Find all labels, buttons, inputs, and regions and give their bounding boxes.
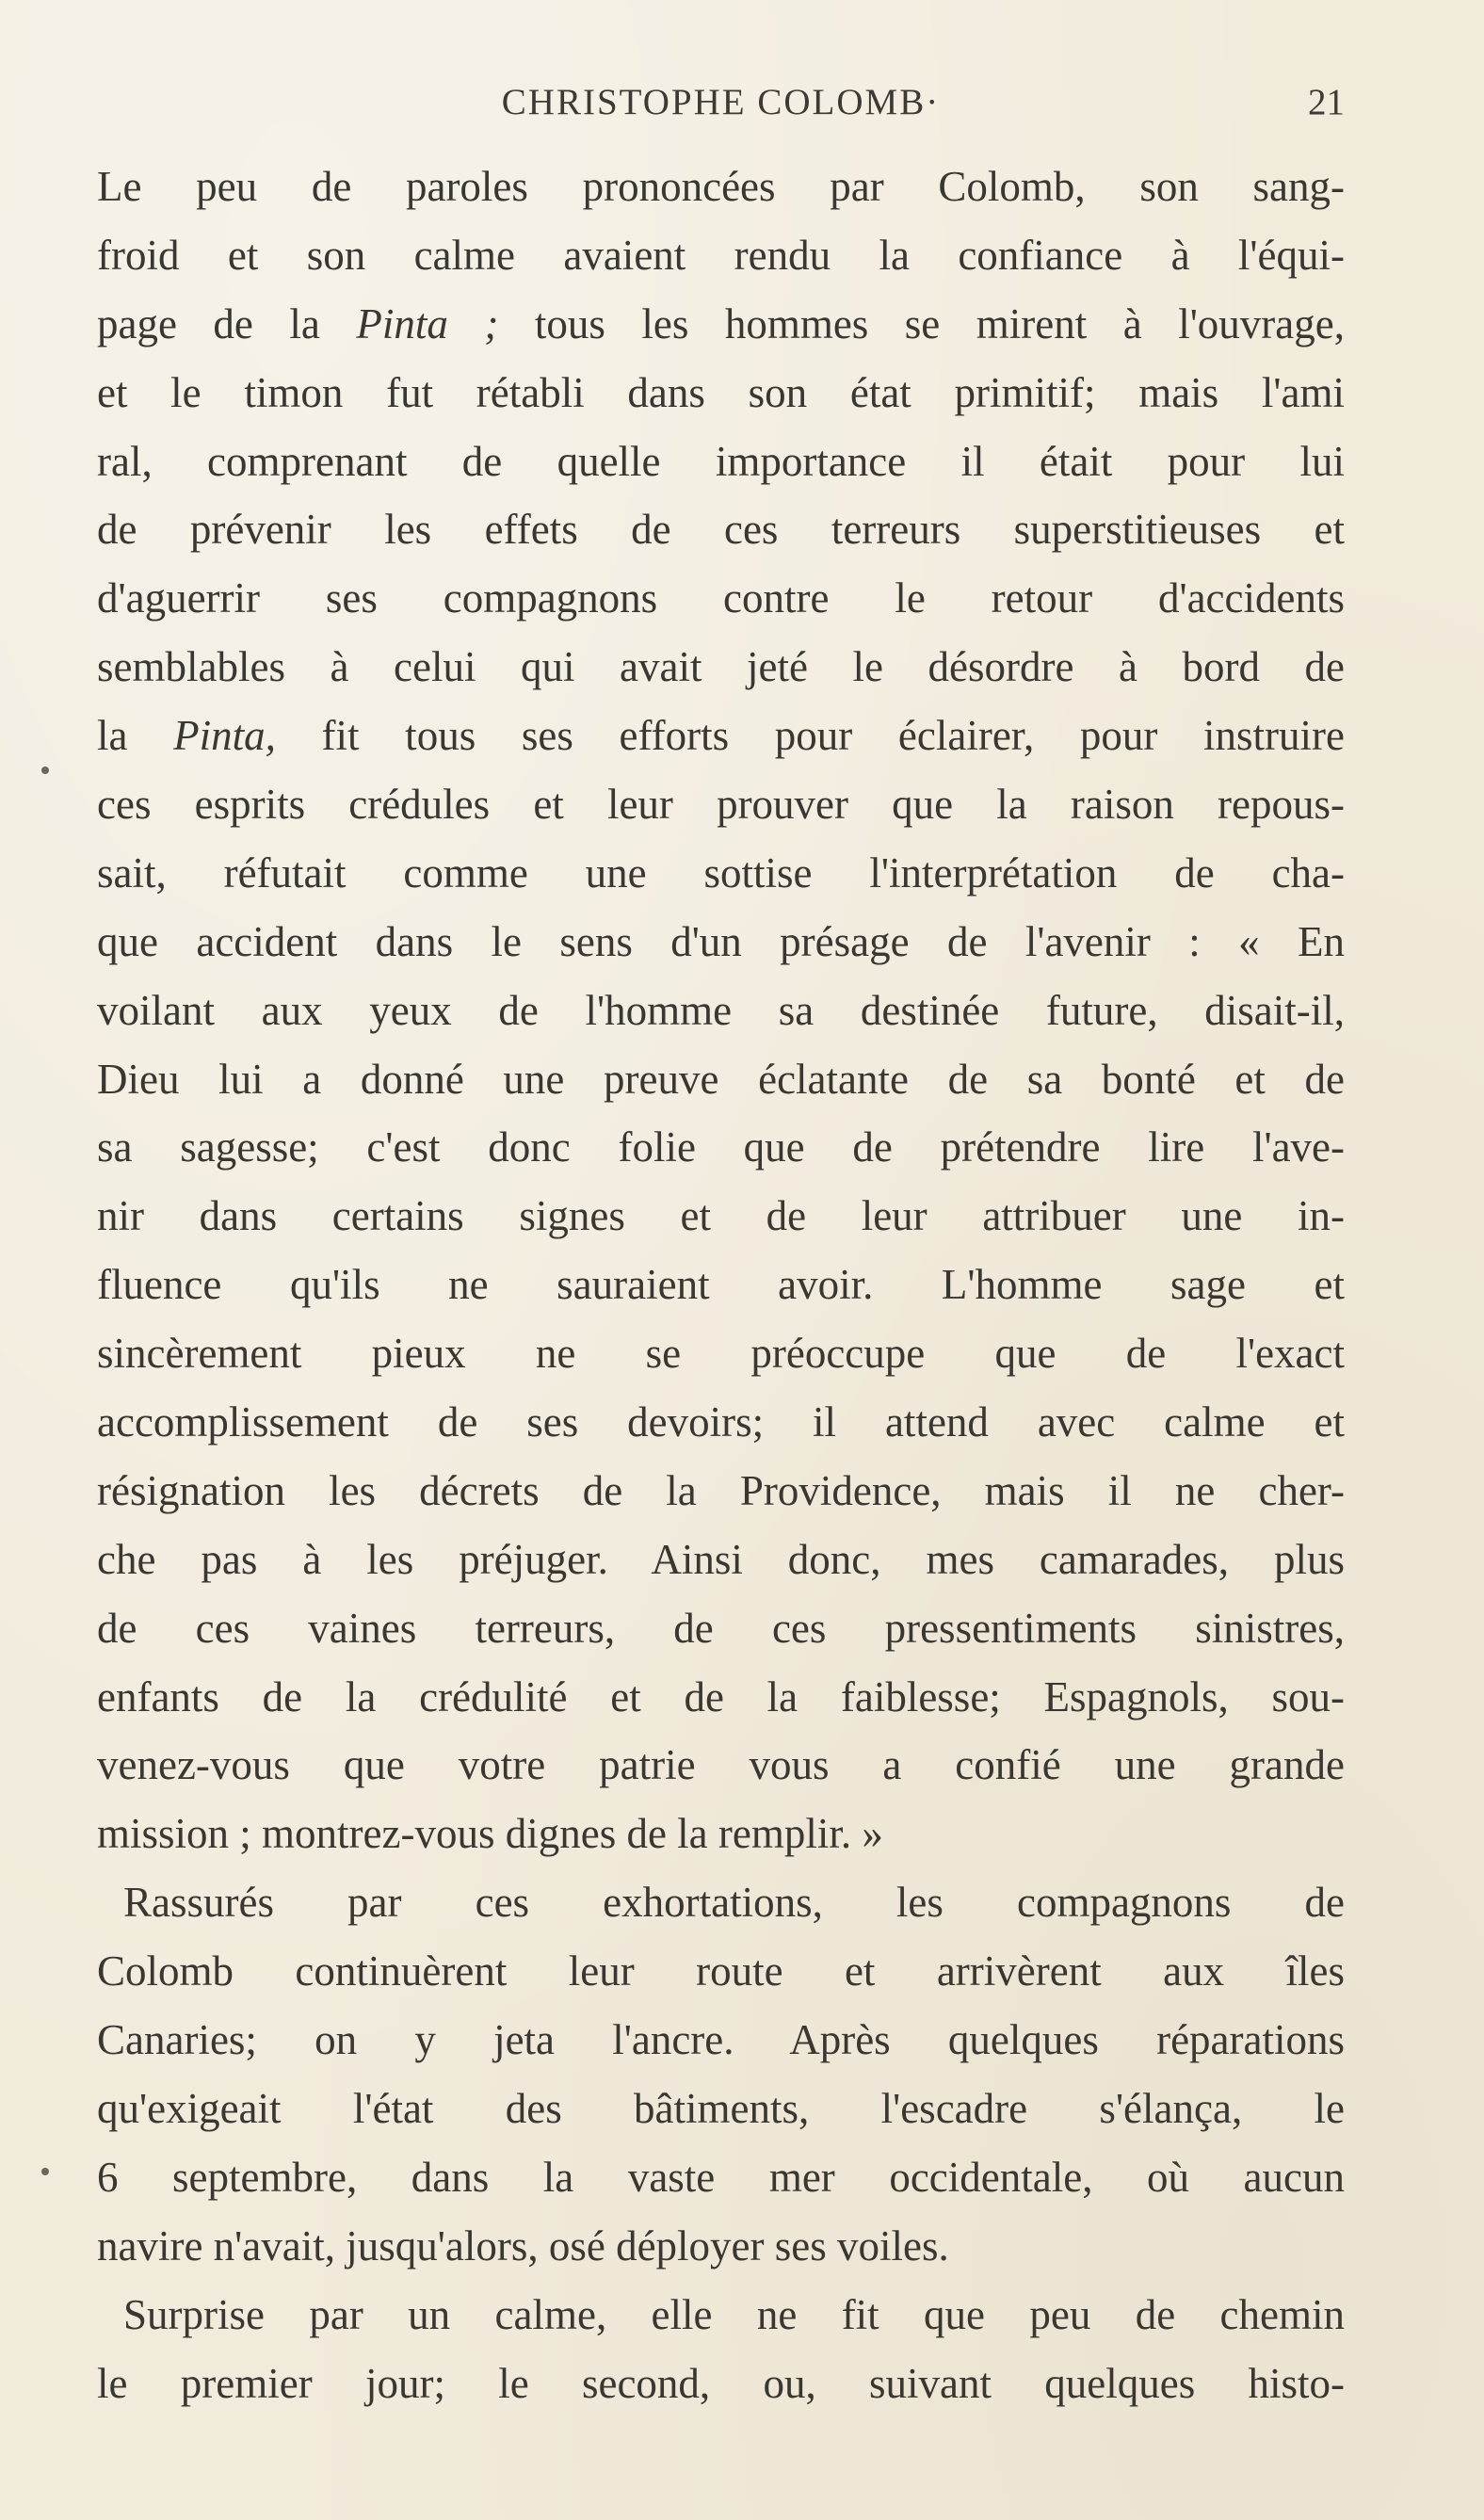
text-line: enfants de la crédulité et de la faiblesse; Espagnols, sou- <box>97 1672 1345 1720</box>
text-run: page de la <box>97 299 357 347</box>
text-line <box>97 702 1345 770</box>
text-line: accomplissement de ses devoirs; il attend avec calme et <box>97 1398 1345 1446</box>
text-line: ral, comprenant de quelle importance il était pour lui <box>97 437 1345 485</box>
text-line: Colomb continuèrent leur route et arrivèrent aux îles <box>97 1947 1345 1995</box>
body-text <box>97 153 1345 2417</box>
text-line: d'aguerrir ses compagnons contre le retour d'accidents <box>97 574 1345 622</box>
ink-speck <box>41 2168 49 2175</box>
text-line: Canaries; on y jeta l'ancre. Après quelques réparations <box>97 2016 1345 2064</box>
text-line: résignation les décrets de la Providence, mais il ne cher- <box>97 1466 1345 1514</box>
page-number: 21 <box>1308 82 1345 122</box>
text-line: semblables à celui qui avait jeté le désordre à bord de <box>97 643 1345 691</box>
text-line: sa sagesse; c'est donc folie que de prétendre lire l'ave- <box>97 1123 1345 1171</box>
text-line: voilant aux yeux de l'homme sa destinée future, disait-il, <box>97 986 1345 1034</box>
text-line: le premier jour; le second, ou, suivant quelques histo- <box>97 2359 1345 2407</box>
text-line: sait, réfutait comme une sottise l'interprétation de cha- <box>97 848 1345 897</box>
text-line: fluence qu'ils ne sauraient avoir. L'homme sage et <box>97 1261 1345 1309</box>
text-line: mission ; montrez-vous dignes de la remplir. » <box>97 1810 883 1858</box>
text-line: Rassurés par ces exhortations, les compagnons de <box>123 1879 1345 1927</box>
text-line <box>97 290 1345 359</box>
text-line: sincèrement pieux ne se préoccupe que de l'exact <box>97 1330 1345 1378</box>
text-line: nir dans certains signes et de leur attribuer une in- <box>97 1192 1345 1240</box>
text-run: fit tous ses efforts pour éclairer, pour instruire <box>275 712 1345 760</box>
text-line: Surprise par un calme, elle ne fit que peu de chemin <box>123 2290 1345 2338</box>
ship-name-italic: Pinta ; <box>356 299 499 347</box>
text-line: que accident dans le sens d'un présage de l'avenir : « En <box>97 917 1345 965</box>
text-line: navire n'avait, jusqu'alors, osé déployer ses voiles. <box>97 2221 949 2270</box>
text-line: Dieu lui a donné une preuve éclatante de sa bonté et de <box>97 1055 1345 1103</box>
text-line: de ces vaines terreurs, de ces pressentiments sinistres, <box>97 1604 1345 1652</box>
text-line: froid et son calme avaient rendu la confiance à l'équi- <box>97 231 1345 279</box>
text-line: venez-vous que votre patrie vous a confié une grande <box>97 1741 1345 1789</box>
text-line: Le peu de paroles prononcées par Colomb, son sang- <box>97 163 1345 210</box>
text-line: de prévenir les effets de ces terreurs superstitieuses et <box>97 506 1345 554</box>
running-head: CHRISTOPHE COLOMB· <box>501 82 941 122</box>
ship-name-italic: Pinta, <box>173 712 276 760</box>
text-line: che pas à les préjuger. Ainsi donc, mes camarades, plus <box>97 1535 1345 1583</box>
ink-speck <box>41 767 49 774</box>
page-header <box>97 81 1345 128</box>
text-line: qu'exigeait l'état des bâtiments, l'escadre s'élança, le <box>97 2084 1345 2132</box>
text-line: ces esprits crédules et leur prouver que la raison repous- <box>97 781 1345 829</box>
text-run: tous les hommes se mirent à l'ouvrage, <box>498 299 1345 347</box>
text-run: la <box>97 712 174 760</box>
text-line: et le timon fut rétabli dans son état primitif; mais l'ami <box>97 368 1345 416</box>
text-line: 6 septembre, dans la vaste mer occidentale, où aucun <box>97 2153 1345 2201</box>
